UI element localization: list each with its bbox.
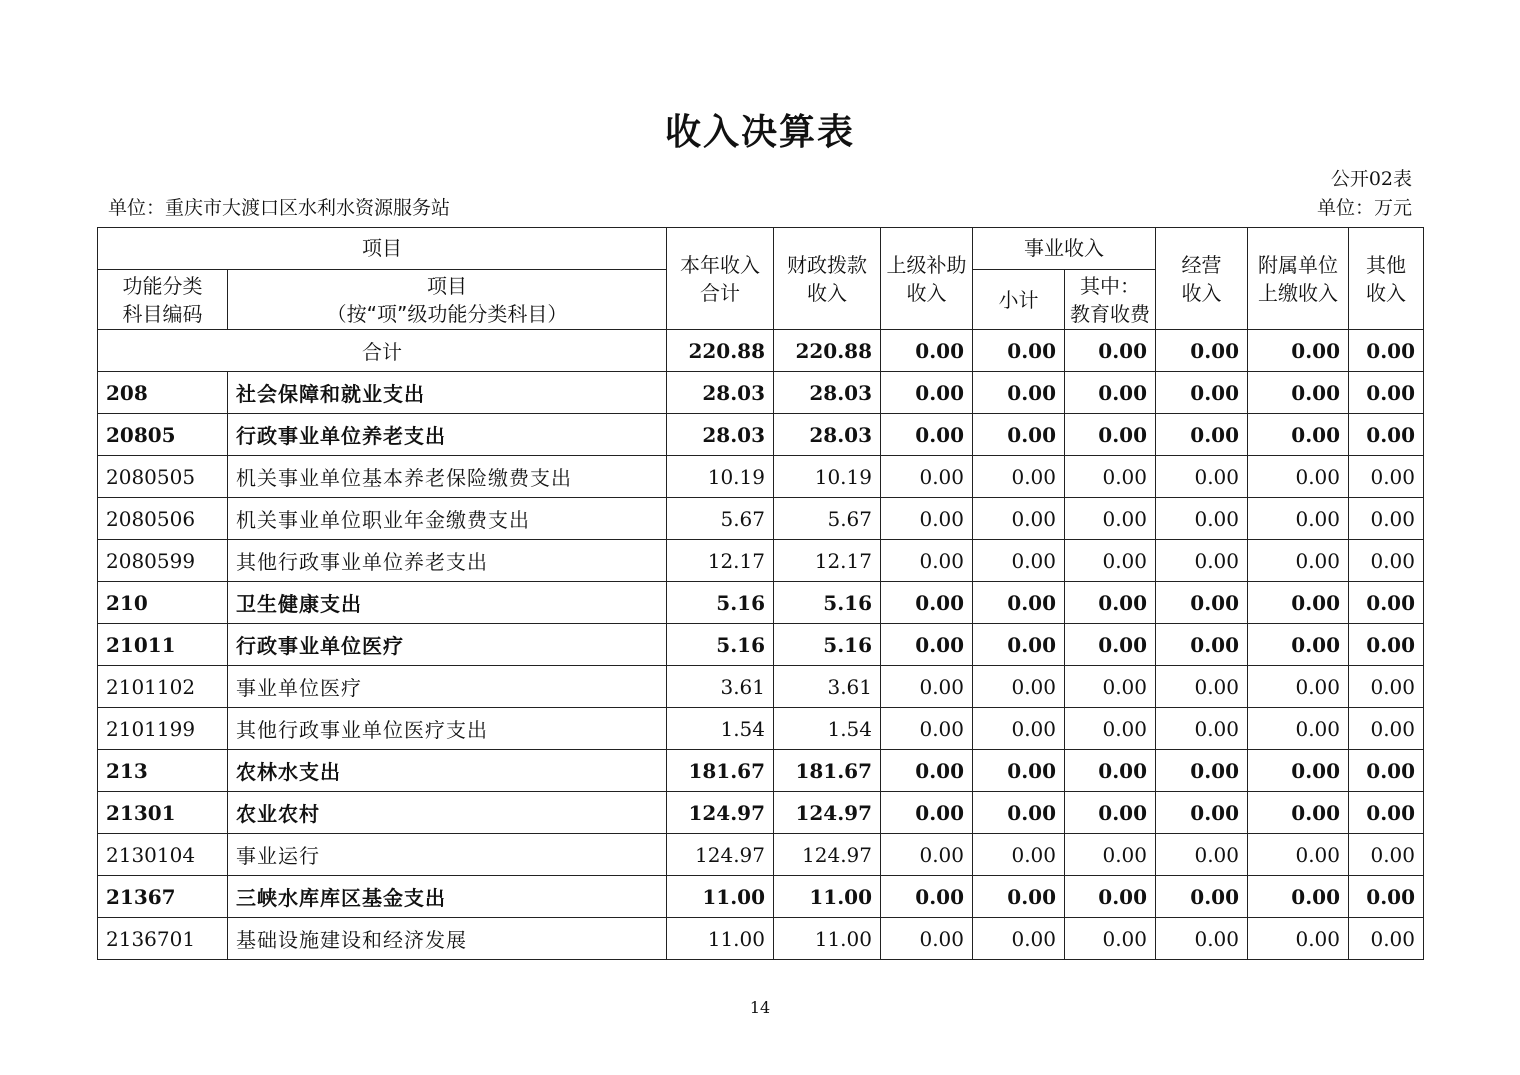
amount-cell: 0.00 xyxy=(973,792,1065,834)
total-value: 0.00 xyxy=(1349,330,1424,372)
page-title: 收入决算表 xyxy=(664,112,855,153)
amount-cell: 0.00 xyxy=(973,708,1065,750)
amount-cell: 0.00 xyxy=(881,666,973,708)
amount-cell: 0.00 xyxy=(1349,498,1424,540)
amount-cell: 0.00 xyxy=(1065,372,1156,414)
amount-cell: 28.03 xyxy=(667,414,774,456)
amount-cell: 0.00 xyxy=(973,540,1065,582)
function-code-cell: 2080505 xyxy=(98,456,228,498)
header-superior-subsidy xyxy=(881,228,973,330)
amount-cell: 0.00 xyxy=(973,918,1065,960)
header-career-income: 事业收入 xyxy=(973,228,1156,270)
amount-cell: 3.61 xyxy=(667,666,774,708)
table-row xyxy=(98,498,1424,540)
header-total-income-line1: 本年收入 xyxy=(680,252,760,277)
amount-cell: 0.00 xyxy=(881,414,973,456)
amount-cell: 0.00 xyxy=(1349,624,1424,666)
header-item-line1: 项目 xyxy=(427,273,467,298)
header-affiliated-line1: 附属单位 xyxy=(1258,252,1338,277)
amount-cell: 0.00 xyxy=(1065,666,1156,708)
amount-cell: 5.16 xyxy=(774,624,881,666)
amount-cell: 0.00 xyxy=(1349,414,1424,456)
amount-cell: 0.00 xyxy=(1156,456,1248,498)
header-other-line1: 其他 xyxy=(1366,252,1406,277)
table-row xyxy=(98,540,1424,582)
amount-cell: 0.00 xyxy=(1349,456,1424,498)
total-label: 合计 xyxy=(98,330,667,372)
item-name-cell: 基础设施建设和经济发展 xyxy=(228,918,667,960)
amount-cell: 0.00 xyxy=(1156,498,1248,540)
amount-cell: 0.00 xyxy=(881,582,973,624)
function-code-cell: 2080599 xyxy=(98,540,228,582)
amount-cell: 124.97 xyxy=(667,834,774,876)
amount-cell: 0.00 xyxy=(881,540,973,582)
header-item xyxy=(228,270,667,330)
amount-cell: 0.00 xyxy=(881,876,973,918)
amount-cell: 0.00 xyxy=(881,372,973,414)
amount-cell: 0.00 xyxy=(1349,708,1424,750)
table-row xyxy=(98,666,1424,708)
header-other-income xyxy=(1349,228,1424,330)
item-name-cell: 行政事业单位医疗 xyxy=(228,624,667,666)
amount-cell: 11.00 xyxy=(667,876,774,918)
header-business-income xyxy=(1156,228,1248,330)
amount-cell: 0.00 xyxy=(881,834,973,876)
header-business-line1: 经营 xyxy=(1181,252,1222,277)
function-code-cell: 20805 xyxy=(98,414,228,456)
header-of-which-education-fees xyxy=(1065,270,1156,330)
amount-cell: 0.00 xyxy=(1248,582,1349,624)
amount-cell: 124.97 xyxy=(774,792,881,834)
total-value: 0.00 xyxy=(1065,330,1156,372)
item-name-cell: 农林水支出 xyxy=(228,750,667,792)
amount-cell: 12.17 xyxy=(667,540,774,582)
header-affiliated-line2: 上缴收入 xyxy=(1258,280,1338,305)
item-name-cell: 事业运行 xyxy=(228,834,667,876)
header-item-line2: （按“项”级功能分类科目） xyxy=(326,301,568,326)
header-fiscal-appropriation xyxy=(774,228,881,330)
amount-cell: 0.00 xyxy=(1065,750,1156,792)
amount-cell: 1.54 xyxy=(667,708,774,750)
amount-cell: 181.67 xyxy=(774,750,881,792)
table-body xyxy=(98,372,1424,960)
header-fiscal-line1: 财政拨款 xyxy=(787,252,867,277)
item-name-cell: 三峡水库库区基金支出 xyxy=(228,876,667,918)
form-code: 公开02表 xyxy=(1330,168,1412,190)
amount-cell: 5.16 xyxy=(667,582,774,624)
amount-cell: 0.00 xyxy=(1248,876,1349,918)
amount-cell: 0.00 xyxy=(1065,834,1156,876)
amount-cell: 1.54 xyxy=(774,708,881,750)
amount-cell: 0.00 xyxy=(1065,540,1156,582)
header-of-which-line1: 其中： xyxy=(1080,273,1140,298)
amount-cell: 10.19 xyxy=(774,456,881,498)
page-number: 14 xyxy=(749,998,771,1017)
amount-cell: 0.00 xyxy=(1156,750,1248,792)
amount-cell: 5.16 xyxy=(774,582,881,624)
amount-cell: 28.03 xyxy=(667,372,774,414)
amount-cell: 0.00 xyxy=(1156,582,1248,624)
amount-cell: 0.00 xyxy=(1349,666,1424,708)
header-subtotal: 小计 xyxy=(973,270,1065,330)
amount-cell: 0.00 xyxy=(881,750,973,792)
amount-cell: 0.00 xyxy=(1349,540,1424,582)
total-value: 0.00 xyxy=(973,330,1065,372)
function-code-cell: 2080506 xyxy=(98,498,228,540)
item-name-cell: 行政事业单位养老支出 xyxy=(228,414,667,456)
amount-cell: 0.00 xyxy=(1349,876,1424,918)
amount-cell: 0.00 xyxy=(1349,750,1424,792)
header-total-income-line2: 合计 xyxy=(700,280,740,305)
amount-cell: 0.00 xyxy=(1156,666,1248,708)
amount-cell: 0.00 xyxy=(1248,540,1349,582)
total-value: 0.00 xyxy=(1156,330,1248,372)
amount-cell: 0.00 xyxy=(1156,414,1248,456)
amount-cell: 0.00 xyxy=(973,414,1065,456)
amount-cell: 28.03 xyxy=(774,414,881,456)
header-function-code-line2: 科目编码 xyxy=(122,301,203,326)
item-name-cell: 机关事业单位职业年金缴费支出 xyxy=(228,498,667,540)
amount-cell: 0.00 xyxy=(1349,834,1424,876)
amount-cell: 0.00 xyxy=(1156,540,1248,582)
amount-cell: 124.97 xyxy=(667,792,774,834)
income-report-table xyxy=(97,227,1424,960)
amount-cell: 3.61 xyxy=(774,666,881,708)
function-code-cell: 2136701 xyxy=(98,918,228,960)
amount-cell: 0.00 xyxy=(1156,624,1248,666)
amount-cell: 0.00 xyxy=(1065,498,1156,540)
amount-cell: 0.00 xyxy=(881,708,973,750)
table-row xyxy=(98,750,1424,792)
amount-cell: 0.00 xyxy=(1065,456,1156,498)
amount-cell: 0.00 xyxy=(1156,792,1248,834)
header-business-line2: 收入 xyxy=(1181,280,1222,305)
item-name-cell: 卫生健康支出 xyxy=(228,582,667,624)
amount-cell: 0.00 xyxy=(1248,372,1349,414)
amount-cell: 0.00 xyxy=(1065,582,1156,624)
amount-cell: 11.00 xyxy=(667,918,774,960)
header-of-which-line2: 教育收费 xyxy=(1070,301,1150,326)
amount-cell: 0.00 xyxy=(881,918,973,960)
amount-cell: 0.00 xyxy=(881,624,973,666)
amount-cell: 0.00 xyxy=(1248,498,1349,540)
amount-cell: 28.03 xyxy=(774,372,881,414)
amount-cell: 0.00 xyxy=(1248,792,1349,834)
amount-cell: 5.67 xyxy=(774,498,881,540)
amount-cell: 0.00 xyxy=(973,876,1065,918)
total-row xyxy=(98,330,1424,372)
function-code-cell: 208 xyxy=(98,372,228,414)
item-name-cell: 其他行政事业单位医疗支出 xyxy=(228,708,667,750)
header-fiscal-line2: 收入 xyxy=(807,280,847,305)
item-name-cell: 其他行政事业单位养老支出 xyxy=(228,540,667,582)
amount-cell: 0.00 xyxy=(1248,750,1349,792)
amount-cell: 0.00 xyxy=(973,582,1065,624)
item-name-cell: 机关事业单位基本养老保险缴费支出 xyxy=(228,456,667,498)
amount-cell: 181.67 xyxy=(667,750,774,792)
amount-cell: 0.00 xyxy=(1349,792,1424,834)
table-row xyxy=(98,876,1424,918)
amount-cell: 0.00 xyxy=(1156,918,1248,960)
amount-cell: 0.00 xyxy=(881,498,973,540)
amount-cell: 12.17 xyxy=(774,540,881,582)
header-other-line2: 收入 xyxy=(1366,280,1406,305)
amount-cell: 0.00 xyxy=(973,624,1065,666)
amount-cell: 0.00 xyxy=(973,498,1065,540)
function-code-cell: 210 xyxy=(98,582,228,624)
header-function-code xyxy=(98,270,228,330)
item-name-cell: 农业农村 xyxy=(228,792,667,834)
amount-cell: 0.00 xyxy=(1065,918,1156,960)
amount-cell: 0.00 xyxy=(1065,708,1156,750)
item-name-cell: 社会保障和就业支出 xyxy=(228,372,667,414)
table-row xyxy=(98,834,1424,876)
amount-cell: 0.00 xyxy=(1065,876,1156,918)
amount-cell: 0.00 xyxy=(1156,372,1248,414)
amount-cell: 0.00 xyxy=(1248,918,1349,960)
amount-cell: 0.00 xyxy=(1248,456,1349,498)
amount-cell: 10.19 xyxy=(667,456,774,498)
amount-cell: 11.00 xyxy=(774,876,881,918)
amount-cell: 0.00 xyxy=(1349,918,1424,960)
table-row xyxy=(98,624,1424,666)
item-name-cell: 事业单位医疗 xyxy=(228,666,667,708)
amount-cell: 0.00 xyxy=(973,666,1065,708)
reporting-unit: 单位：重庆市大渡口区水利水资源服务站 xyxy=(108,197,451,219)
amount-cell: 0.00 xyxy=(973,750,1065,792)
function-code-cell: 2130104 xyxy=(98,834,228,876)
amount-cell: 124.97 xyxy=(774,834,881,876)
function-code-cell: 21011 xyxy=(98,624,228,666)
amount-cell: 0.00 xyxy=(973,456,1065,498)
amount-cell: 0.00 xyxy=(1156,876,1248,918)
total-value: 220.88 xyxy=(667,330,774,372)
header-superior-line2: 收入 xyxy=(906,280,947,305)
amount-cell: 0.00 xyxy=(973,372,1065,414)
amount-cell: 0.00 xyxy=(1156,708,1248,750)
table-row xyxy=(98,372,1424,414)
header-affiliated-income xyxy=(1248,228,1349,330)
amount-cell: 11.00 xyxy=(774,918,881,960)
table-row xyxy=(98,456,1424,498)
amount-cell: 0.00 xyxy=(1065,624,1156,666)
currency-unit: 单位：万元 xyxy=(1316,197,1412,219)
table-row xyxy=(98,792,1424,834)
table-row xyxy=(98,708,1424,750)
function-code-cell: 2101199 xyxy=(98,708,228,750)
amount-cell: 0.00 xyxy=(1248,708,1349,750)
amount-cell: 0.00 xyxy=(1248,624,1349,666)
amount-cell: 5.16 xyxy=(667,624,774,666)
table-row xyxy=(98,582,1424,624)
amount-cell: 5.67 xyxy=(667,498,774,540)
header-project: 项目 xyxy=(98,228,667,270)
function-code-cell: 21367 xyxy=(98,876,228,918)
header-superior-line1: 上级补助 xyxy=(886,252,967,277)
function-code-cell: 21301 xyxy=(98,792,228,834)
amount-cell: 0.00 xyxy=(881,456,973,498)
amount-cell: 0.00 xyxy=(1248,666,1349,708)
amount-cell: 0.00 xyxy=(1349,582,1424,624)
function-code-cell: 213 xyxy=(98,750,228,792)
header-function-code-line1: 功能分类 xyxy=(122,273,203,298)
function-code-cell: 2101102 xyxy=(98,666,228,708)
amount-cell: 0.00 xyxy=(1065,414,1156,456)
amount-cell: 0.00 xyxy=(1248,414,1349,456)
amount-cell: 0.00 xyxy=(1065,792,1156,834)
amount-cell: 0.00 xyxy=(1349,372,1424,414)
total-value: 220.88 xyxy=(774,330,881,372)
header-total-income xyxy=(667,228,774,330)
total-value: 0.00 xyxy=(1248,330,1349,372)
amount-cell: 0.00 xyxy=(1248,834,1349,876)
total-value: 0.00 xyxy=(881,330,973,372)
amount-cell: 0.00 xyxy=(973,834,1065,876)
table-row xyxy=(98,918,1424,960)
table-row xyxy=(98,414,1424,456)
amount-cell: 0.00 xyxy=(1156,834,1248,876)
amount-cell: 0.00 xyxy=(881,792,973,834)
